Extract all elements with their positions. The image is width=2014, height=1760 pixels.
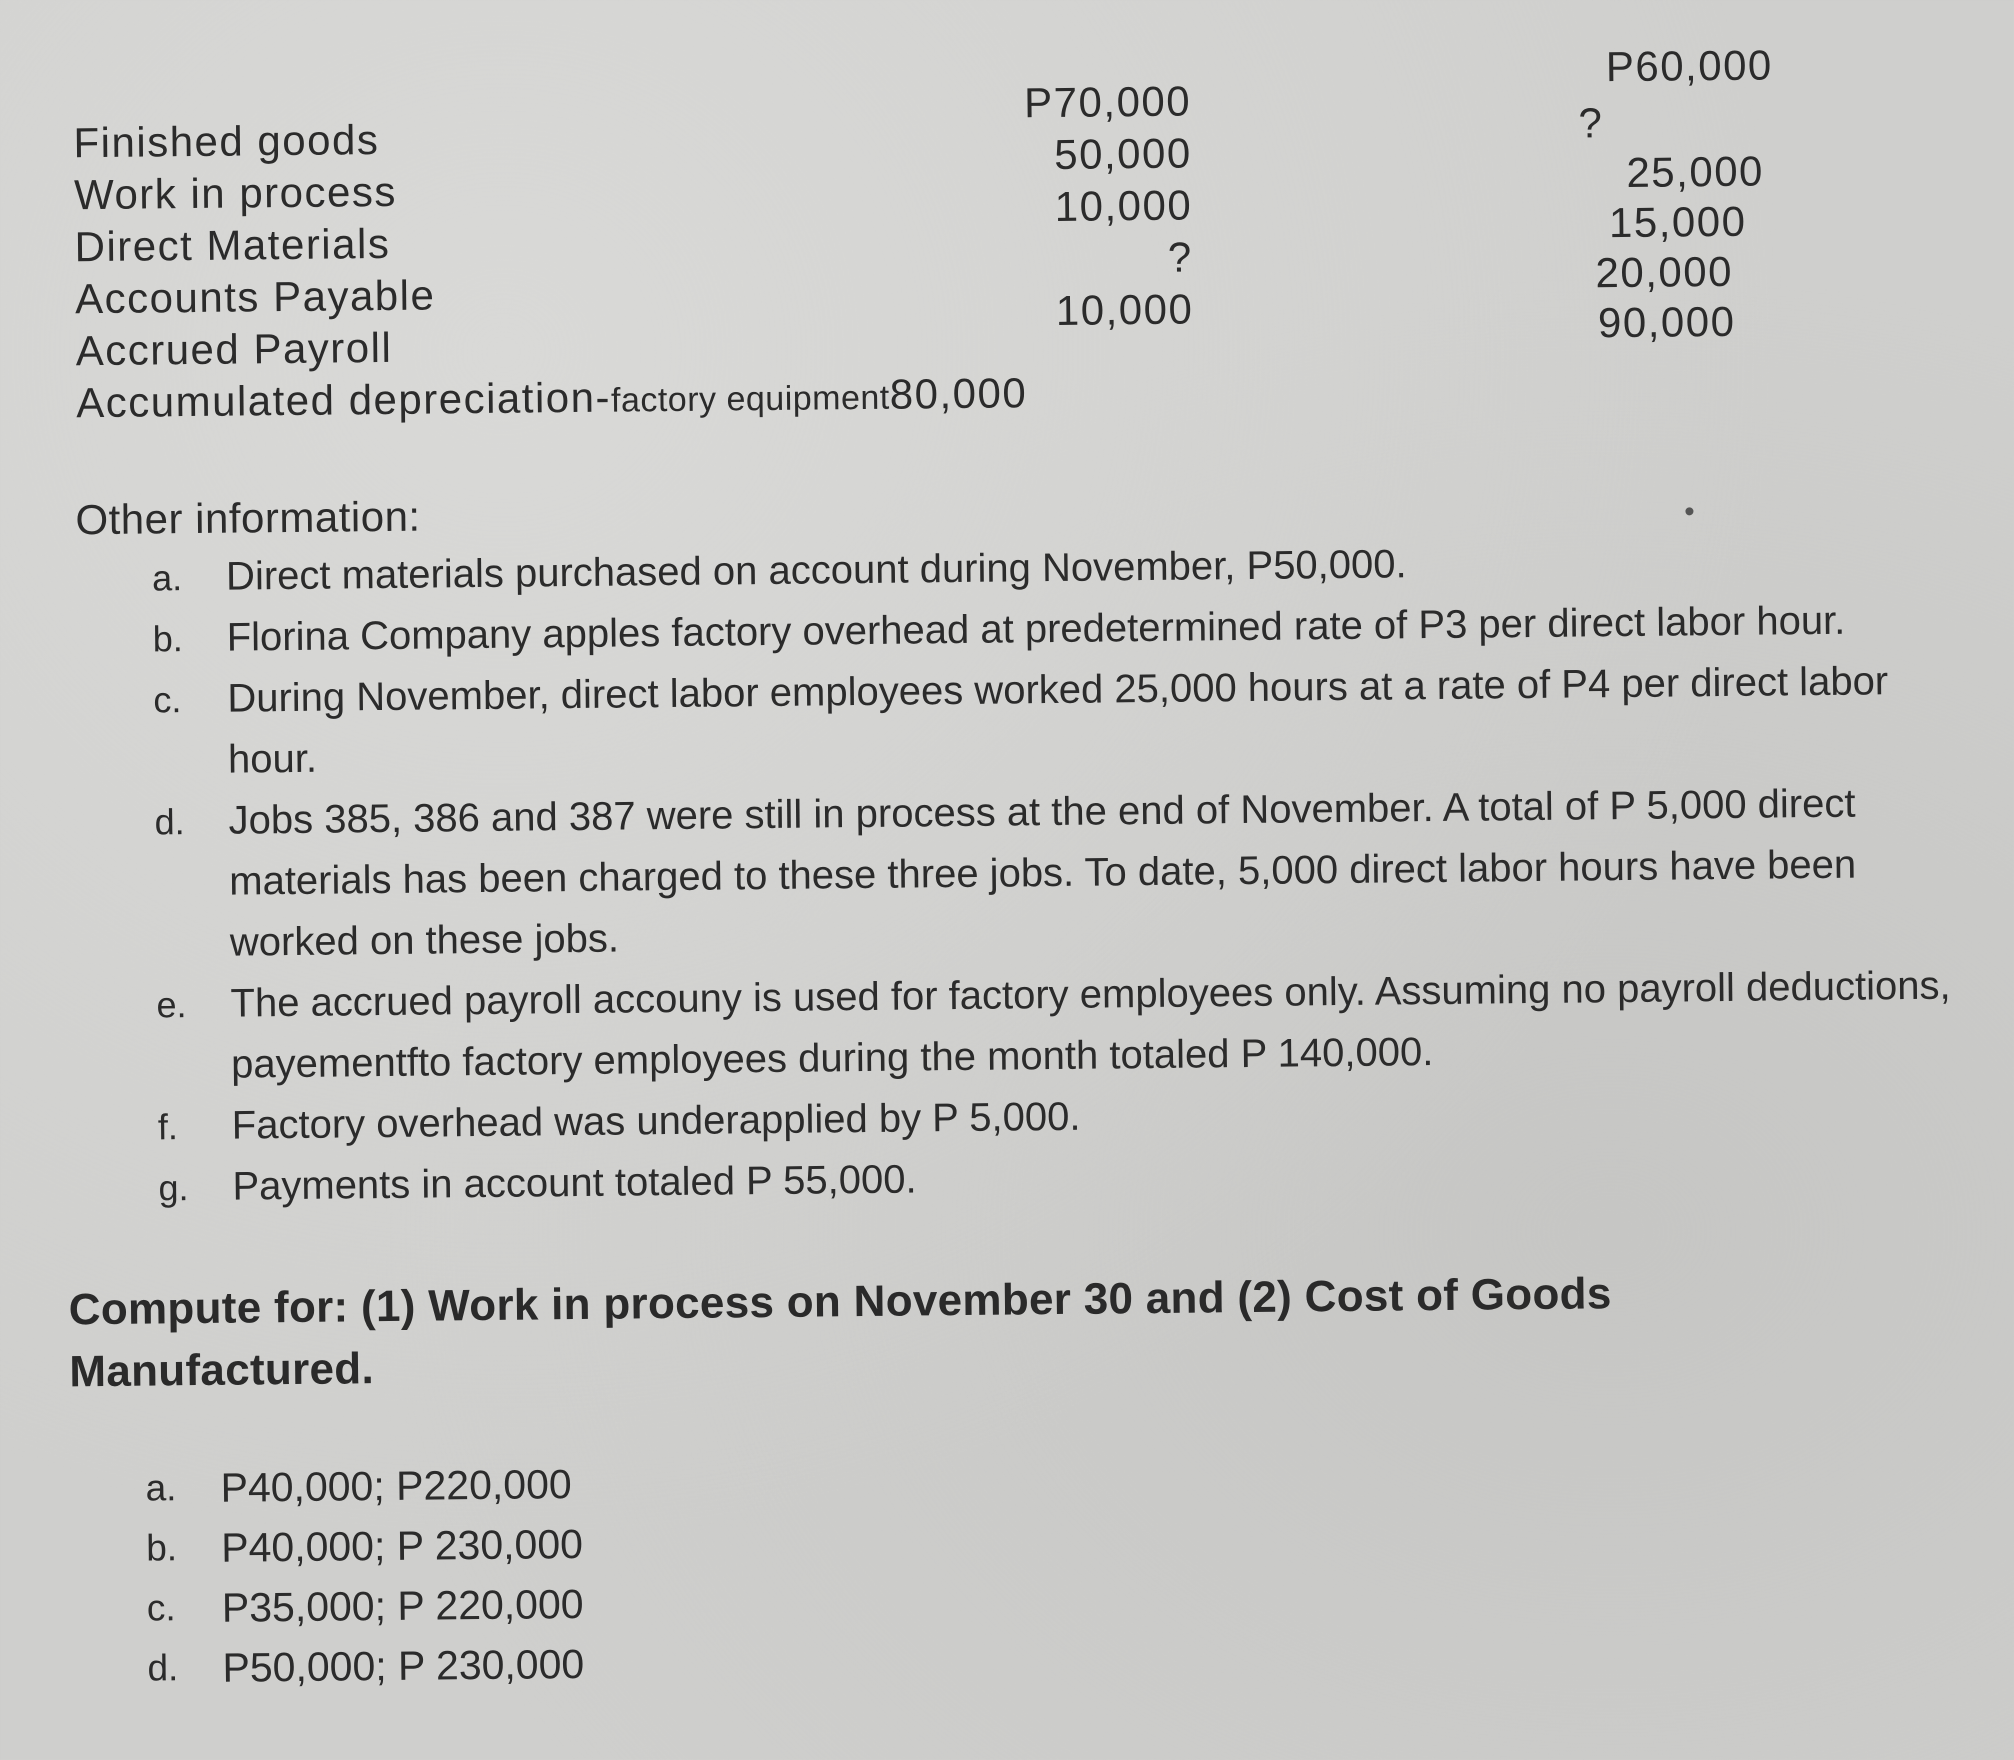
choice-text: P40,000; P220,000	[220, 1461, 572, 1511]
item-letter: a.	[151, 557, 183, 599]
row-value-end: P60,000	[1605, 41, 1774, 91]
item-text: Florina Company apples factory overhead at predetermined rate of P3 per direct labor hour.	[226, 598, 1846, 660]
choice-d[interactable]	[147, 1634, 584, 1699]
info-item-c	[77, 650, 1978, 792]
info-item-d	[78, 772, 1980, 975]
item-text: The accrued payroll accouny is used for factory employees only. Assuming no payroll deductions, payementfto factory employees during the month totaled P 140,000.	[230, 963, 1951, 1087]
row-value-begin: 10,000	[1054, 181, 1193, 230]
item-letter: f.	[157, 1106, 179, 1148]
item-letter: b.	[152, 618, 183, 660]
choice-a[interactable]	[145, 1454, 582, 1519]
section-title: Other information:	[75, 492, 421, 544]
choice-text: P50,000; P 230,000	[222, 1640, 585, 1691]
row-value-end: 15,000	[1608, 197, 1747, 247]
row-label-small: factory equipment	[610, 378, 890, 420]
row-label: Work in process	[73, 167, 398, 219]
row-value-begin: ?	[1167, 233, 1194, 281]
item-letter: c.	[153, 679, 182, 721]
item-letter: g.	[158, 1167, 189, 1209]
row-label: Accrued Payroll	[75, 323, 393, 375]
item-text: Factory overhead was underapplied by P 5,000.	[231, 1094, 1081, 1148]
item-letter: e.	[156, 984, 187, 1026]
row-label: Accounts Payable	[74, 271, 436, 323]
choice-letter: d.	[147, 1647, 179, 1689]
row-label-main: Accumulated depreciation-	[75, 373, 612, 427]
other-information-section	[75, 476, 1982, 1219]
stray-dot-mark	[1685, 507, 1693, 515]
choice-letter: c.	[146, 1587, 176, 1629]
info-list	[76, 528, 1983, 1219]
item-letter: d.	[154, 801, 185, 843]
row-label	[76, 369, 1027, 427]
row-value-end: 25,000	[1626, 147, 1765, 196]
row-value-begin: 10,000	[1055, 285, 1194, 334]
question-text: Compute for: (1) Work in process on November 30 and (2) Cost of Goods Manufactured.	[68, 1269, 1612, 1397]
row-label: Direct Materials	[74, 219, 391, 271]
row-value-end: ?	[1578, 99, 1604, 147]
choice-c[interactable]	[147, 1574, 584, 1639]
row-value-begin: P70,000	[1023, 77, 1192, 127]
item-text: Direct materials purchased on account during November, P50,000.	[225, 542, 1407, 599]
info-item-e	[80, 955, 1981, 1097]
balance-table	[73, 41, 1776, 427]
item-text: Jobs 385, 386 and 387 were still in process at the end of November. A total of P 5,000 direct materials has been charged to these three jobs. To date, 5,000 direct labor hours have been worked on these jobs.	[228, 781, 1857, 965]
choice-text: P35,000; P 220,000	[221, 1580, 584, 1631]
choice-letter: b.	[146, 1527, 178, 1569]
choice-b[interactable]	[146, 1514, 583, 1579]
answer-choices	[145, 1454, 584, 1699]
row-value-end: 20,000	[1595, 247, 1734, 297]
row-value-begin: 80,000	[889, 369, 1028, 418]
item-text: During November, direct labor employees worked 25,000 hours at a rate of P4 per direct labor hour.	[227, 659, 1889, 782]
row-value-begin: 50,000	[1053, 129, 1192, 178]
row-value-end: 90,000	[1597, 297, 1736, 347]
choice-text: P40,000; P 230,000	[220, 1520, 584, 1571]
item-text: Payments in account totaled P 55,000.	[232, 1157, 917, 1209]
row-label: Finished goods	[73, 116, 380, 167]
choice-letter: a.	[145, 1467, 177, 1509]
